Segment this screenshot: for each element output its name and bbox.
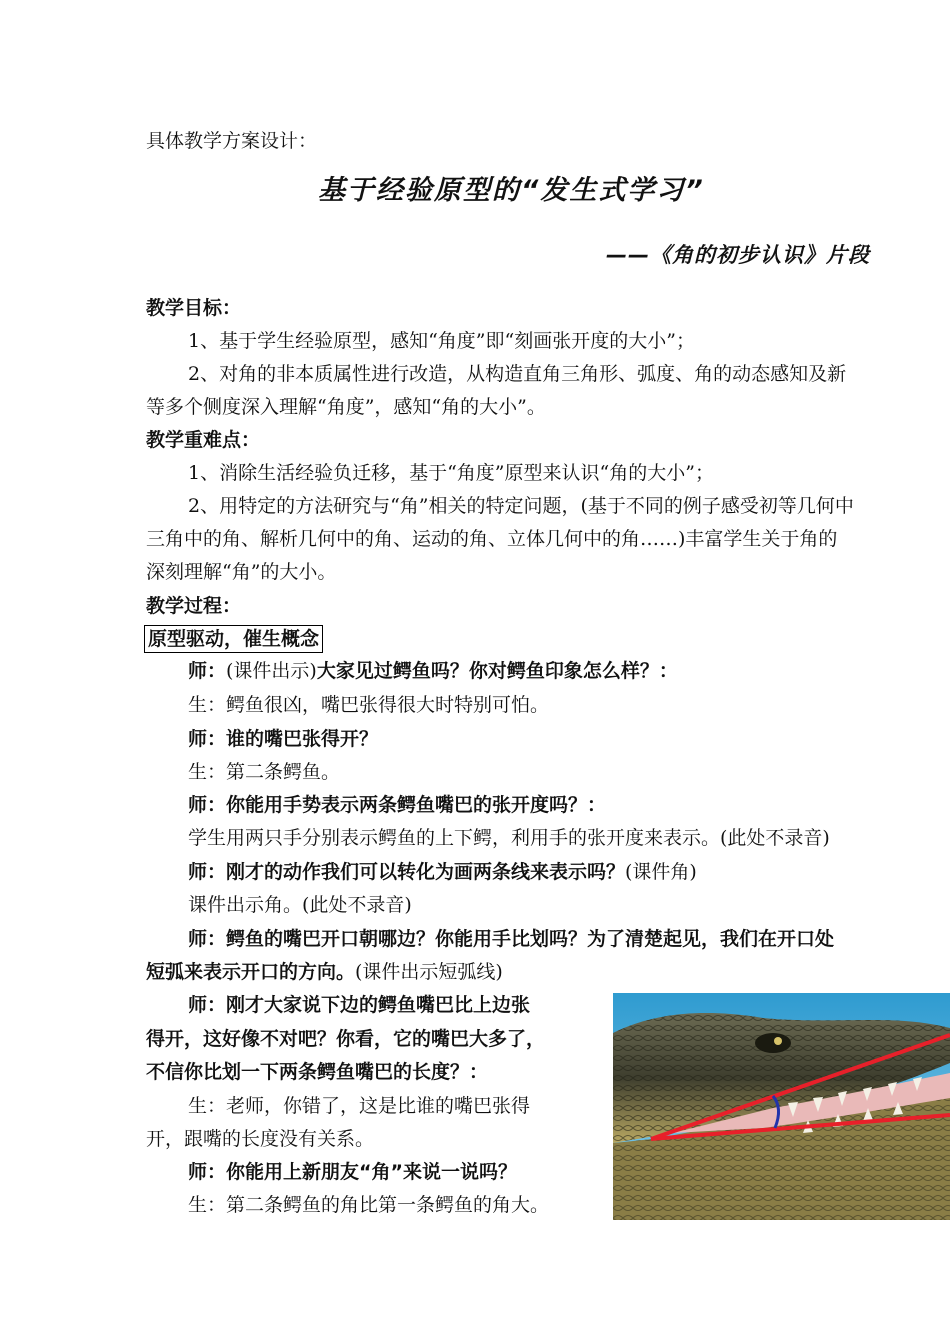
teacher-line-2: 师：谁的嘴巴张得开？ bbox=[188, 728, 379, 750]
teacher-line-4-question: 师：刚才的动作我们可以转化为画两条线来表示吗？ bbox=[188, 861, 626, 883]
teacher-line-5-line-1: 师：鳄鱼的嘴巴开口朝哪边？你能用手比划吗？为了清楚起见，我们在开口处 bbox=[188, 928, 835, 950]
teacher-line-3: 师：你能用手势表示两条鳄鱼嘴巴的张开度吗？： bbox=[188, 794, 607, 816]
student-line-7: 生：第二条鳄鱼的角比第一条鳄鱼的角大。 bbox=[188, 1194, 550, 1216]
document-title: 基于经验原型的“发生式学习” bbox=[318, 175, 705, 206]
student-line-2: 生：第二条鳄鱼。 bbox=[188, 761, 341, 783]
document-subtitle: ——《角的初步认识》片段 bbox=[606, 243, 870, 267]
teacher-line-5-note: (课件出示短弧线) bbox=[355, 961, 503, 983]
student-line-6-line-1: 生：老师，你错了，这是比谁的嘴巴张得 bbox=[188, 1095, 531, 1117]
teacher-line-5-line-2 bbox=[146, 960, 503, 984]
key-point-item-2-line-2: 三角中的角、解析几何中的角、运动的角、立体几何中的角……)丰富学生关于角的 bbox=[146, 528, 838, 550]
teacher-line-4-note: (课件角) bbox=[625, 861, 697, 883]
teacher-line-7: 师：你能用上新朋友“角”来说一说吗？ bbox=[188, 1161, 517, 1183]
teacher-line-6-line-1: 师：刚才大家说下边的鳄鱼嘴巴比上边张 bbox=[188, 994, 531, 1016]
key-point-item-2-line-1: 2、用特定的方法研究与“角”相关的特定问题，(基于不同的例子感受初等几何中 bbox=[188, 495, 854, 517]
key-points-label: 教学重难点： bbox=[146, 429, 261, 451]
goal-item-2-line-1: 2、对角的非本质属性进行改造，从构造直角三角形、弧度、角的动态感知及新 bbox=[188, 363, 847, 385]
key-point-item-1: 1、消除生活经验负迁移，基于“角度”原型来认识“角的大小”； bbox=[188, 462, 714, 484]
page-heading: 具体教学方案设计： bbox=[146, 130, 318, 152]
key-point-item-2-line-3: 深刻理解“角”的大小。 bbox=[146, 561, 337, 583]
teacher-line-1-note: (课件出示) bbox=[226, 660, 317, 682]
student-line-4: 课件出示角。(此处不录音) bbox=[188, 894, 412, 916]
teacher-line-1 bbox=[188, 659, 678, 683]
goal-item-1: 1、基于学生经验原型，感知“角度”即“刻画张开度的大小”； bbox=[188, 330, 695, 352]
teacher-line-4 bbox=[188, 860, 697, 884]
teacher-line-1-prefix: 师： bbox=[188, 660, 227, 682]
student-line-1: 生：鳄鱼很凶，嘴巴张得很大时特别可怕。 bbox=[188, 694, 550, 716]
section-box: 原型驱动，催生概念 bbox=[144, 625, 323, 653]
process-label: 教学过程： bbox=[146, 595, 242, 617]
student-line-3 bbox=[188, 826, 830, 850]
student-line-6-line-2: 开，跟嘴的长度没有关系。 bbox=[146, 1128, 375, 1150]
teacher-line-6-line-2: 得开，这好像不对吧？你看，它的嘴巴大多了， bbox=[146, 1028, 546, 1050]
teacher-line-1-question: 大家见过鳄鱼吗？你对鳄鱼印象怎么样？： bbox=[316, 660, 678, 682]
goal-item-2-line-2: 等多个侧度深入理解“角度”，感知“角的大小”。 bbox=[146, 396, 546, 418]
crocodile-photo bbox=[613, 993, 950, 1220]
student-line-3-text: 学生用两只手分别表示鳄鱼的上下鳄，利用手的张开度来表示。 bbox=[188, 827, 721, 849]
student-line-3-note: (此处不录音) bbox=[720, 827, 830, 849]
teacher-line-5-text: 短弧来表示开口的方向。 bbox=[146, 961, 356, 983]
teacher-line-6-line-3: 不信你比划一下两条鳄鱼嘴巴的长度？： bbox=[146, 1061, 489, 1083]
goals-label: 教学目标： bbox=[146, 297, 242, 319]
